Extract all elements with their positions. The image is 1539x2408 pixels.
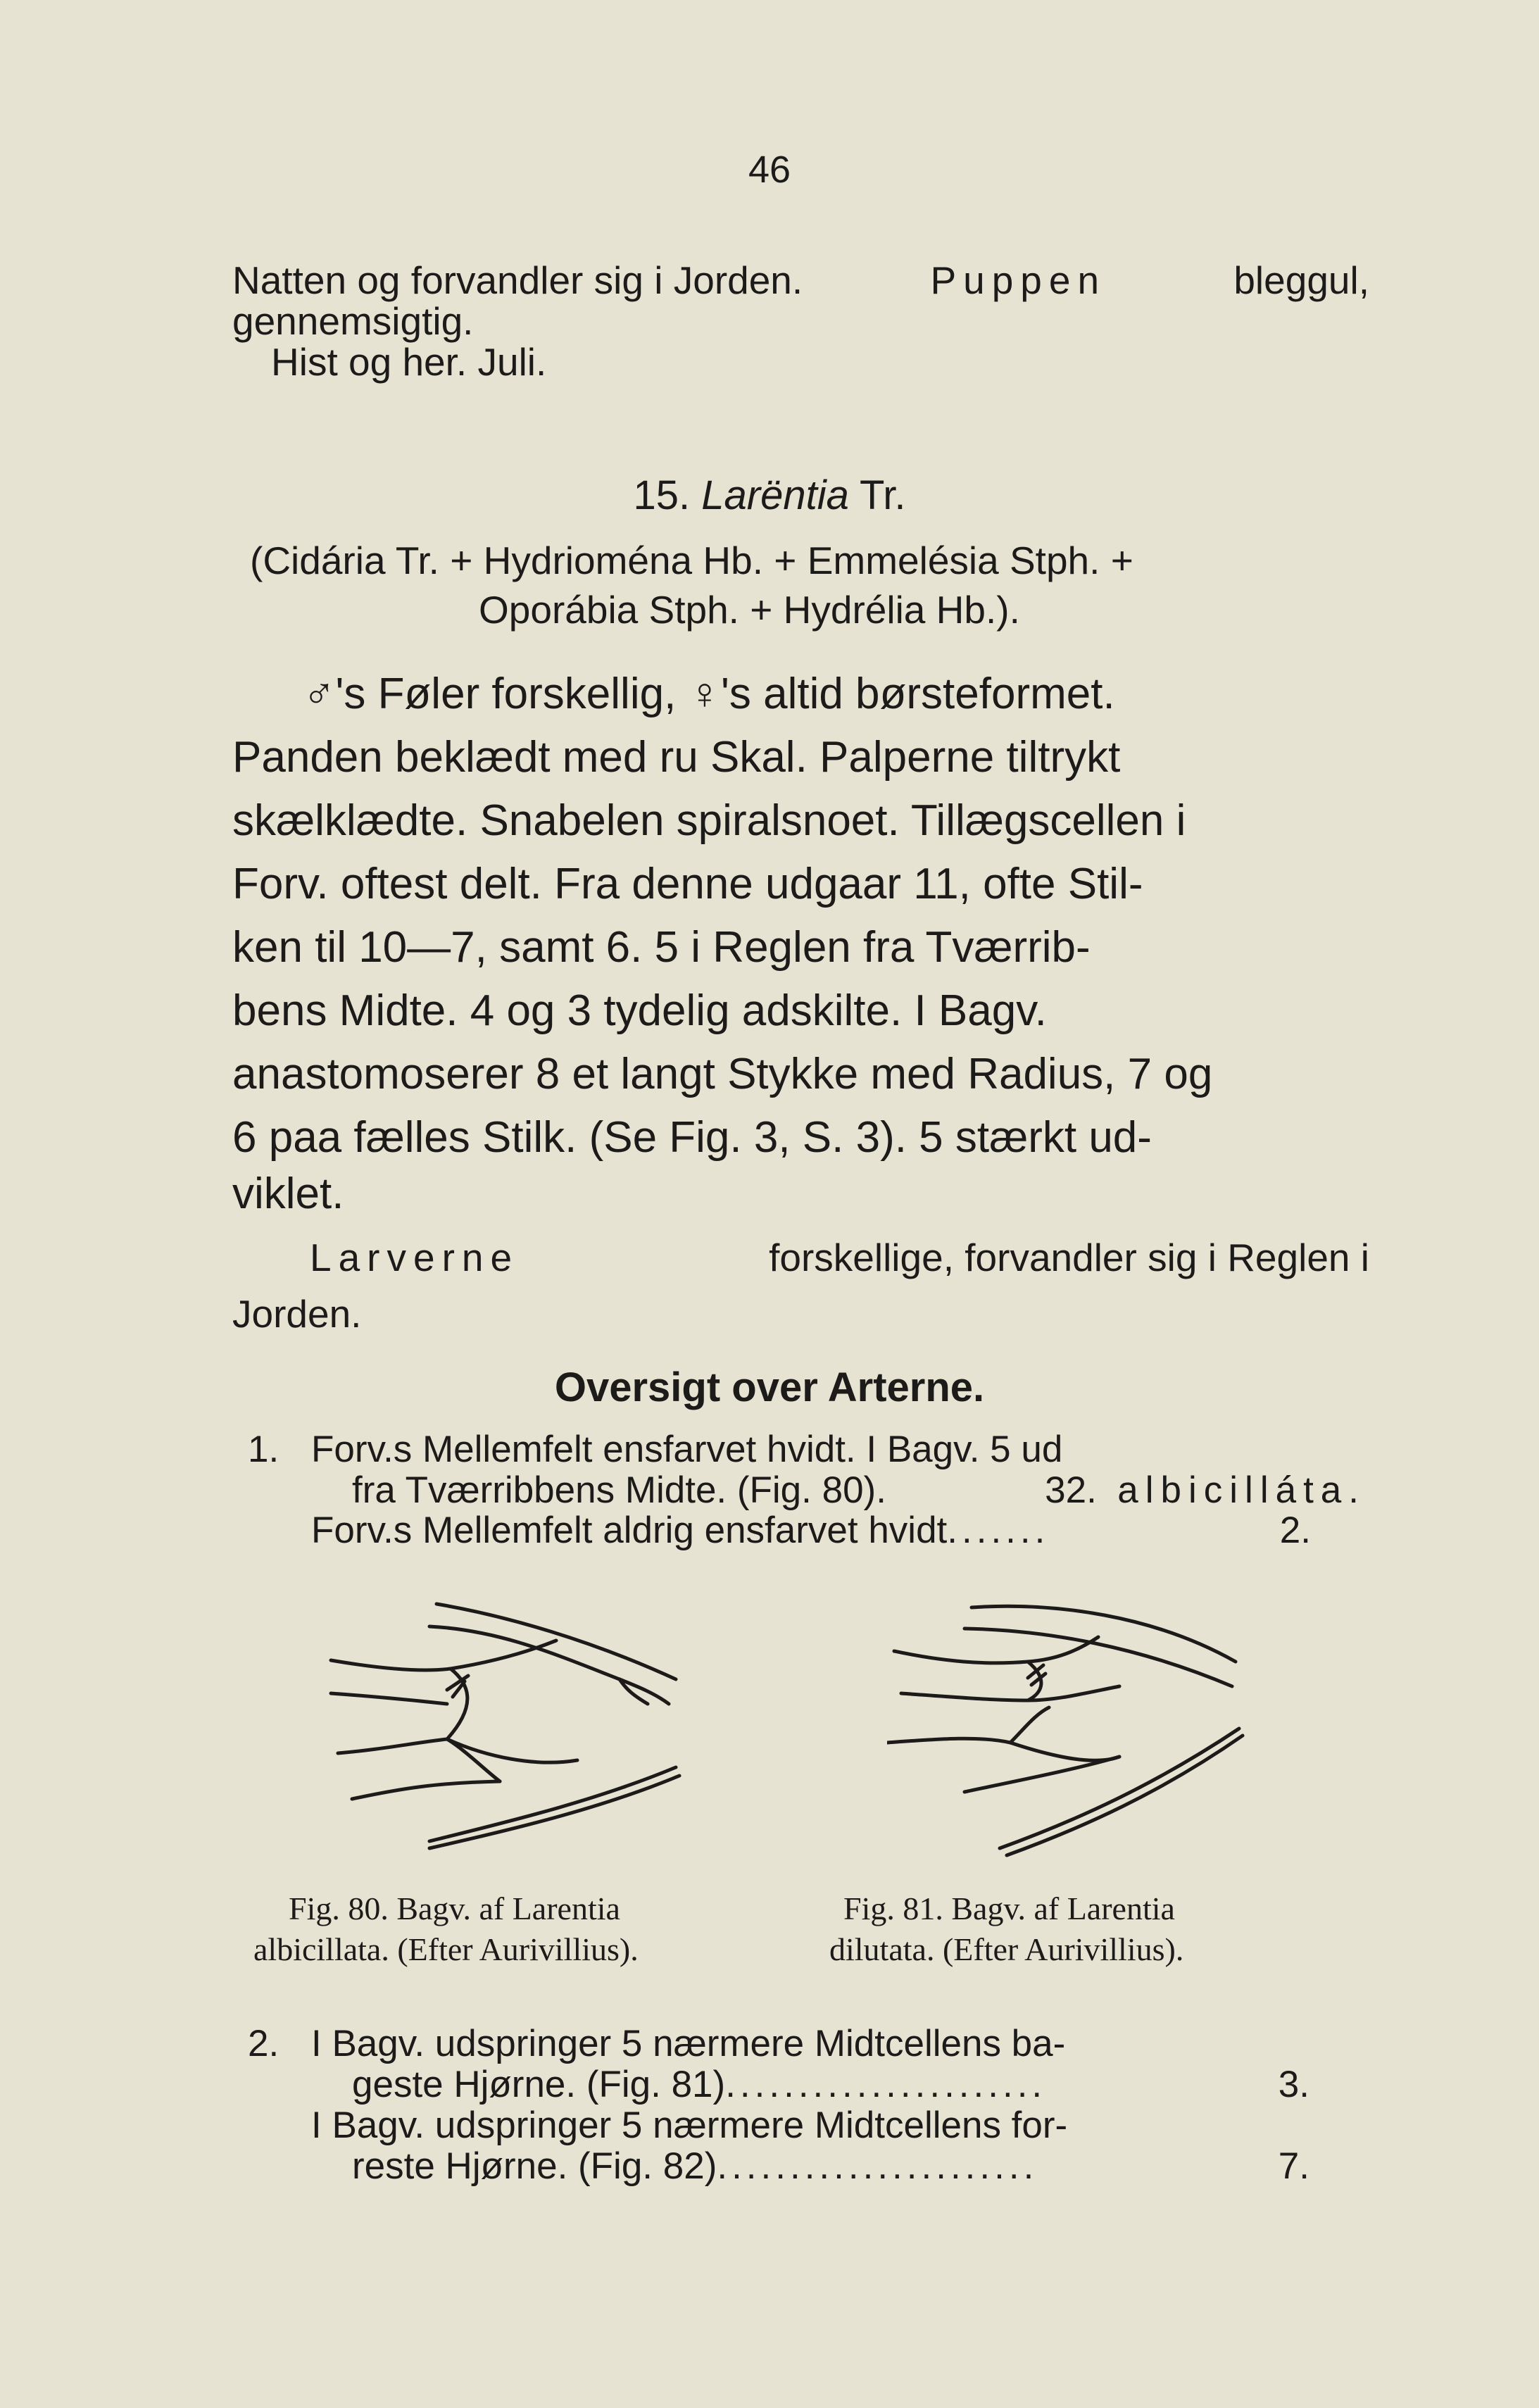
- genus-number: 15.: [633, 472, 691, 518]
- intro-text-c: bleggul,: [1233, 258, 1369, 302]
- fig81-caption-2: dilutata. (Efter Aurivillius).: [829, 1931, 1184, 1967]
- description-line-3: skælklædte. Snabelen spiralsnoet. Tillægscellen i: [232, 796, 1186, 845]
- page-number: 46: [748, 149, 791, 191]
- larvae-line-2: Jorden.: [232, 1292, 362, 1336]
- key2-ref-a: geste Hjørne. (Fig. 81): [352, 2064, 726, 2105]
- key2-ref-b: reste Hjørne. (Fig. 82): [352, 2145, 717, 2187]
- description-line-1: ♂'s Føler forskellig, ♀'s altid børsteformet.: [303, 670, 1115, 718]
- key2-line-2: [352, 2064, 1309, 2105]
- description-line-7: anastomoserer 8 et langt Stykke med Radius, 7 og: [232, 1050, 1213, 1098]
- description-line-5: ken til 10—7, samt 6. 5 i Reglen fra Tværrib-: [232, 923, 1091, 972]
- description-line-2: Panden beklædt med ru Skal. Palperne tiltrykt: [232, 733, 1121, 782]
- fig81-wing-venation: [887, 1595, 1246, 1862]
- intro-line-3: Hist og her. Juli.: [271, 340, 547, 384]
- description-line-9: viklet.: [232, 1169, 344, 1218]
- description-line-4: Forv. oftest delt. Fra denne udgaar 11, ofte Stil-: [232, 860, 1143, 908]
- fig80-caption-2: albicillata. (Efter Aurivillius).: [253, 1931, 639, 1967]
- key2-dots-b: ......................: [717, 2145, 1038, 2187]
- genus-author: Tr.: [859, 472, 906, 518]
- key1-line-2: [352, 1470, 1366, 1510]
- description-line-8: 6 paa fælles Stilk. (Se Fig. 3, S. 3). 5 stærkt ud-: [232, 1113, 1152, 1162]
- intro-line-2: gennemsigtig.: [232, 299, 474, 343]
- genus-synonyms-2: Oporábia Stph. + Hydrélia Hb.).: [479, 588, 1020, 632]
- intro-text-a: Natten og forvandler sig i Jorden.: [232, 258, 803, 302]
- key2-target-b: 7.: [1278, 2145, 1309, 2187]
- key1-species-name: albicilláta.: [1117, 1469, 1366, 1511]
- larvae-line-1: [310, 1232, 1369, 1283]
- key2-target-a: 3.: [1278, 2064, 1309, 2105]
- key1-line-3: [311, 1510, 1311, 1550]
- key2-dots-a: ......................: [725, 2064, 1047, 2105]
- key1-alt-text: Forv.s Mellemfelt aldrig ensfarvet hvidt: [311, 1510, 948, 1551]
- larvae-text: forskellige, forvandler sig i Reglen i: [769, 1236, 1369, 1279]
- key2-line-4: [352, 2146, 1309, 2186]
- key2-line-3: I Bagv. udspringer 5 nærmere Midtcellens for-: [311, 2105, 1068, 2146]
- key1-species: [1045, 1470, 1366, 1510]
- fig80-caption-1: Fig. 80. Bagv. af Larentia: [289, 1890, 620, 1926]
- key2-number: 2.: [248, 2023, 279, 2064]
- fig80-wing-venation: [324, 1598, 704, 1859]
- fig81-caption-1: Fig. 81. Bagv. af Larentia: [843, 1890, 1175, 1926]
- key1-number: 1.: [248, 1429, 279, 1470]
- key1-line-1: Forv.s Mellemfelt ensfarvet hvidt. I Bagv. 5 ud: [311, 1429, 1063, 1470]
- genus-heading: [0, 470, 1539, 521]
- key1-species-number: 32.: [1045, 1469, 1097, 1511]
- genus-synonyms-1: (Cidária Tr. + Hydrioména Hb. + Emmelésia Stph. +: [250, 539, 1133, 582]
- key1-alt-target: 2.: [1279, 1510, 1311, 1551]
- intro-pupa-word: Puppen: [930, 258, 1107, 302]
- key1-ref: fra Tværribbens Midte. (Fig. 80).: [352, 1469, 886, 1511]
- genus-name: Larëntia: [701, 472, 849, 518]
- key-title: Oversigt over Arterne.: [554, 1365, 985, 1410]
- key2-line-1: I Bagv. udspringer 5 nærmere Midtcellens ba-: [311, 2023, 1066, 2064]
- description-line-6: bens Midte. 4 og 3 tydelig adskilte. I Bagv.: [232, 986, 1047, 1035]
- key1-alt-dots: .......: [947, 1510, 1050, 1551]
- larvae-word: Larverne: [310, 1236, 520, 1279]
